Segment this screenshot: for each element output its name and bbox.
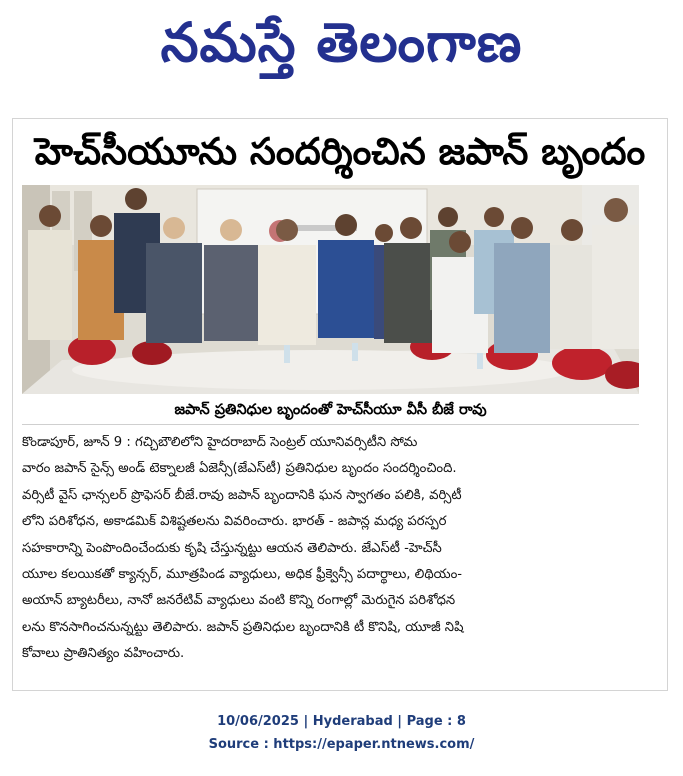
group-photo-illustration [22,185,639,394]
article-body-line: లోని పరిశోధన, అకాడమిక్ విశిష్టతలను వివరించారు. భారత్ - జపాన్ల మధ్య పరస్పర [22,514,447,530]
group-photo [22,185,639,394]
article-body-line: కోవాలు ప్రాతినిత్యం వహించారు. [22,646,185,662]
article-body-line: వర్సిటీ వైస్ ఛాన్సలర్ ప్రొఫెసర్ బీజే.రావు జపాన్ బృందానికి ఘన స్వాగతం పలికి, వర్సిటీ [22,487,462,503]
article-body-line: కొండాపూర్, జూన్ 9 : గచ్చిబౌలిలోని హైదరాబాద్ సెంట్రల్ యూనివర్సిటీని సోమ [22,435,418,450]
photo-caption: జపాన్ ప్రతినిధుల బృందంతో హెచ్‌సీయూ వీసీ బీజే రావు [22,396,639,425]
newspaper-masthead: నమస్తే తెలంగాణ [160,11,523,74]
article-body-line: అయాన్ బ్యాటరీలు, నానో జనరేటివ్ వ్యాధులు వంటి కొన్ని రంగాల్లో మెరుగైన పరిశోధన [22,593,456,609]
article-headline: హెచ్‌సీయూను సందర్శించిన జపాన్ బృందం [34,130,646,173]
article-body [22,430,639,668]
article-body-line: వారం జపాన్ సైన్స్ అండ్ టెక్నాలజీ ఏజెన్సీ(జేఎస్‌టీ) ప్రతినిధుల బృందం సందర్శించింది. [22,461,457,477]
article-body-line: యూల కలయికతో క్యాన్సర్, మూత్రపిండ వ్యాధులు, అధిక ఫ్రీక్వెన్సీ పదార్థాలు, లిథియం- [22,566,463,582]
source-link[interactable]: Source : https://epaper.ntnews.com/ [208,737,475,752]
article-body-line: సహకారాన్ని పెంపొందించేందుకు కృషి చేస్తున్నట్టు ఆయన తెలిపారు. జేఎస్‌టీ -హెచ్‌సీ [22,540,442,556]
edition-info: 10/06/2025 | Hyderabad | Page : 8 [217,714,466,729]
article-body-line: లను కొనసాగించనున్నట్టు తెలిపారు. జపాన్ ప్రతినిధుల బృందానికి టీ కొనిషి, యూజీ నిషి [22,619,464,635]
